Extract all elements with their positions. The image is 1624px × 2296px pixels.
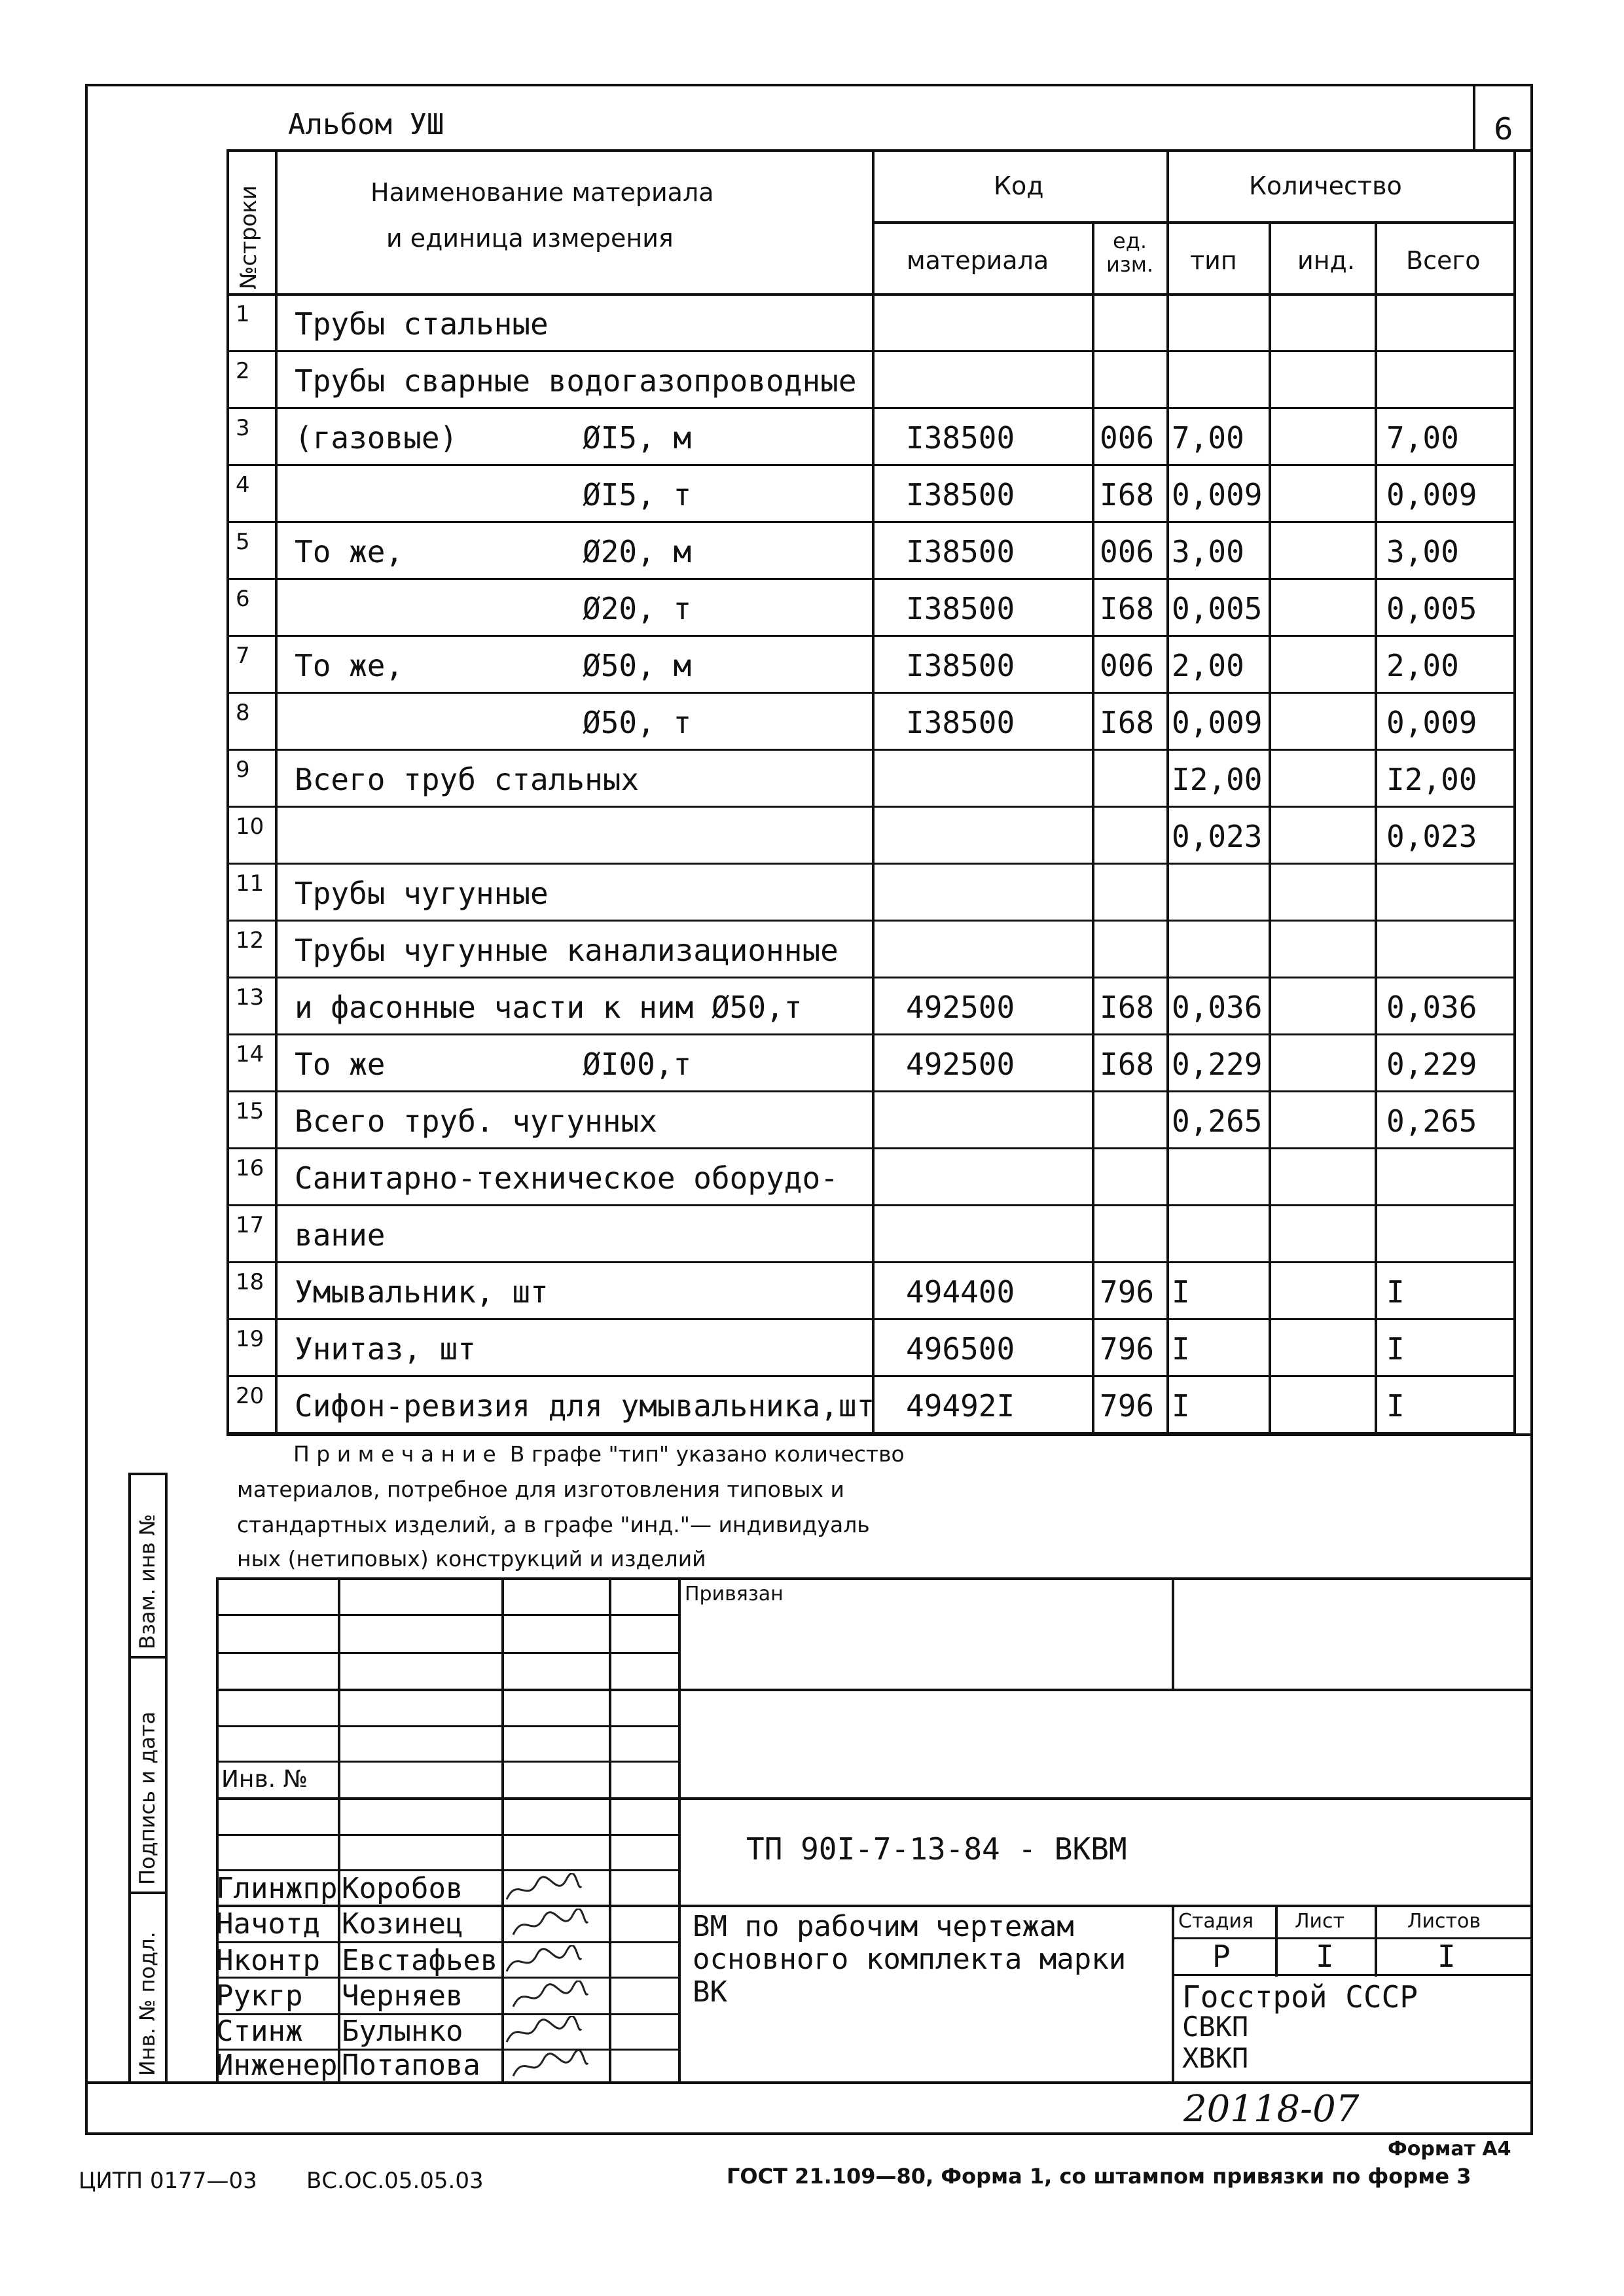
col-line-6 — [1375, 221, 1377, 1433]
org-line-1: Госстрой СССР — [1182, 1979, 1418, 2015]
row-name: вание — [295, 1217, 386, 1253]
signature-scribble — [511, 2050, 589, 2085]
table-top — [226, 149, 1533, 152]
signer-name: Евстафьев — [342, 1944, 498, 1977]
row-number: 1 — [236, 301, 250, 327]
signature-scribble — [504, 1945, 583, 1981]
row-number: 14 — [236, 1041, 264, 1067]
stamp-v6 — [1172, 1905, 1174, 2081]
row-unit: 006 — [1100, 648, 1155, 683]
row-line — [226, 1204, 1516, 1206]
note-line-2: материалов, потребное для изготовления типовых и — [237, 1477, 844, 1502]
signature-scribble — [504, 2016, 583, 2051]
header-code-unit: ед. изм. — [1106, 228, 1154, 277]
row-line — [226, 806, 1516, 808]
title-line-3: ВК — [693, 1975, 727, 2009]
row-name: Трубы стальные — [295, 306, 549, 342]
row-number: 12 — [236, 927, 264, 954]
row-qty-type: 7,00 — [1172, 420, 1244, 456]
row-qty-total: I — [1386, 1274, 1405, 1310]
sheets-value: I — [1437, 1939, 1456, 1974]
row-name-dia: Ø50, м — [583, 648, 692, 683]
row-number: 5 — [236, 529, 250, 555]
row-name: Унитаз, шт — [295, 1331, 476, 1367]
row-qty-total: 0,229 — [1386, 1047, 1477, 1082]
signer-role: Инженер — [216, 2049, 338, 2082]
row-qty-total: 2,00 — [1386, 648, 1459, 683]
header-q-ind: инд. — [1297, 246, 1355, 275]
row-code: 494400 — [906, 1274, 1015, 1310]
sheet-no-divider — [1473, 84, 1475, 149]
stamp-h-stage2 — [1172, 1974, 1533, 1976]
stage-label: Стадия — [1178, 1910, 1254, 1933]
side-strip-div2 — [128, 1892, 168, 1894]
row-code: I38500 — [906, 648, 1015, 683]
signer-role: Рукгр — [216, 1979, 303, 2013]
row-line — [226, 977, 1516, 978]
header-row-no: №строки — [236, 185, 262, 289]
row-qty-total: I — [1386, 1331, 1405, 1367]
row-code: I38500 — [906, 477, 1015, 512]
row-name: Санитарно-техническое оборудо- — [295, 1160, 839, 1196]
stamp-v3 — [609, 1577, 611, 2081]
note-top — [226, 1433, 1533, 1436]
row-name: Сифон-ревизия для умывальника,шт — [295, 1388, 875, 1424]
col-line-2 — [872, 149, 875, 1433]
row-qty-type: 0,036 — [1172, 990, 1263, 1025]
row-number: 7 — [236, 643, 250, 669]
stamp-h6 — [216, 1797, 1533, 1800]
stamp-v5 — [1172, 1577, 1174, 1689]
row-qty-total: I — [1386, 1388, 1405, 1424]
sheet-value: I — [1316, 1939, 1334, 1974]
row-number: 4 — [236, 472, 250, 498]
col-line-7 — [1513, 149, 1516, 1433]
org-line-2: СВКП — [1182, 2011, 1249, 2043]
signature-scribble — [504, 1873, 583, 1909]
row-line — [226, 407, 1516, 409]
row-number: 8 — [236, 700, 250, 726]
signature-scribble — [511, 1981, 589, 2016]
row-code: 492500 — [906, 990, 1015, 1025]
row-number: 10 — [236, 814, 264, 840]
col-line-0 — [226, 149, 229, 1433]
signer-name: Коробов — [342, 1872, 463, 1905]
signer-role: Начотд — [216, 1907, 320, 1941]
stamp-v8 — [1375, 1905, 1377, 1977]
row-qty-total: 3,00 — [1386, 534, 1459, 569]
row-number: 15 — [236, 1098, 264, 1124]
row-unit: 796 — [1100, 1274, 1155, 1310]
sheets-label: Листов — [1407, 1910, 1481, 1933]
row-qty-total: 0,036 — [1386, 990, 1477, 1025]
row-unit: 796 — [1100, 1388, 1155, 1424]
row-qty-total: 0,009 — [1386, 477, 1477, 512]
row-line — [226, 578, 1516, 580]
row-line — [226, 749, 1516, 751]
footer-right: ГОСТ 21.109—80, Форма 1, со штампом привязки по форме 3 — [727, 2164, 1471, 2189]
row-unit: I68 — [1100, 591, 1155, 626]
row-number: 18 — [236, 1269, 264, 1295]
side-vzam: Взам. инв № — [135, 1513, 160, 1649]
row-qty-type: 0,265 — [1172, 1103, 1263, 1139]
row-name: То же, — [295, 534, 404, 569]
side-strip-top — [128, 1473, 168, 1475]
row-name: Всего труб стальных — [295, 762, 640, 797]
footer-left-1: ЦИТП 0177—03 — [79, 2168, 257, 2194]
header-sub-line — [872, 221, 1516, 224]
frame-left — [85, 84, 88, 2132]
row-qty-type: 0,229 — [1172, 1047, 1263, 1082]
signer-name: Козинец — [342, 1907, 463, 1941]
header-q-type: тип — [1190, 246, 1237, 275]
row-line — [226, 1375, 1516, 1377]
row-line — [226, 464, 1516, 466]
header-name-1: Наименование материала — [370, 178, 714, 207]
row-qty-total: 7,00 — [1386, 420, 1459, 456]
side-strip-left — [128, 1473, 131, 2081]
row-qty-total: 0,265 — [1386, 1103, 1477, 1139]
row-name: Трубы чугунные — [295, 876, 549, 911]
row-qty-total: 0,005 — [1386, 591, 1477, 626]
row-name-dia: ØI5, т — [583, 477, 692, 512]
row-name-dia: ØI5, м — [583, 420, 692, 456]
album-title: Альбом УШ — [288, 108, 444, 141]
row-code: I38500 — [906, 420, 1015, 456]
row-name-dia: Ø20, м — [583, 534, 692, 569]
row-code: 496500 — [906, 1331, 1015, 1367]
signer-name: Булынко — [342, 2015, 463, 2048]
side-strip-right — [165, 1473, 168, 2081]
row-name: и фасонные части к ним Ø50,т — [295, 990, 803, 1025]
row-name: То же — [295, 1047, 386, 1082]
sheet-label: Лист — [1295, 1910, 1345, 1933]
format-label: Формат А4 — [1388, 2138, 1511, 2161]
row-number: 20 — [236, 1383, 264, 1409]
row-name: Трубы чугунные канализационные — [295, 933, 839, 968]
note-line-3: стандартных изделий, а в графе "инд."— индивидуаль — [237, 1512, 870, 1537]
row-line — [226, 863, 1516, 865]
row-qty-type: 0,009 — [1172, 477, 1263, 512]
row-name-dia: ØI00,т — [583, 1047, 692, 1082]
row-unit: I68 — [1100, 477, 1155, 512]
col-line-5 — [1269, 221, 1271, 1433]
signer-name: Черняев — [342, 1979, 463, 2013]
row-line — [226, 1147, 1516, 1149]
row-line — [226, 521, 1516, 523]
row-line — [226, 635, 1516, 637]
row-number: 9 — [236, 757, 250, 783]
row-name-dia: Ø50, т — [583, 705, 692, 740]
privyazan-label: Привязан — [685, 1583, 784, 1605]
row-name: То же, — [295, 648, 404, 683]
header-code-material: материала — [907, 246, 1049, 275]
stage-value: Р — [1212, 1939, 1231, 1974]
header-code: Код — [994, 171, 1044, 200]
inv-no-label: Инв. № — [221, 1766, 308, 1793]
frame-top — [85, 84, 1533, 86]
row-number: 19 — [236, 1326, 264, 1352]
row-name: Умывальник, шт — [295, 1274, 549, 1310]
header-bottom — [226, 293, 1516, 296]
row-qty-type: 0,005 — [1172, 591, 1263, 626]
row-number: 17 — [236, 1212, 264, 1238]
signer-role: Нконтр — [216, 1944, 320, 1977]
row-qty-type: 0,023 — [1172, 819, 1263, 854]
row-qty-type: 2,00 — [1172, 648, 1244, 683]
row-qty-total: 0,009 — [1386, 705, 1477, 740]
stamp-h3 — [216, 1689, 1533, 1691]
note-line-1: П р и м е ч а н и е В графе "тип" указано количество — [293, 1441, 905, 1467]
handwritten-number: 20118-07 — [1183, 2088, 1360, 2130]
row-qty-total: 0,023 — [1386, 819, 1477, 854]
row-unit: I68 — [1100, 705, 1155, 740]
side-strip-div1 — [128, 1656, 168, 1659]
title-line-2: основного комплекта марки — [693, 1943, 1127, 1976]
row-code: I38500 — [906, 705, 1015, 740]
title-line-1: ВМ по рабочим чертежам — [693, 1910, 1074, 1943]
row-name: Всего труб. чугунных — [295, 1103, 657, 1139]
note-line-4: ных (нетиповых) конструкций и изделий — [237, 1546, 706, 1571]
sheet-number: 6 — [1494, 111, 1513, 147]
row-unit: I68 — [1100, 990, 1155, 1025]
row-number: 11 — [236, 870, 264, 897]
col-line-4 — [1166, 149, 1169, 1433]
frame-right — [1530, 84, 1533, 2132]
row-code: 492500 — [906, 1047, 1015, 1082]
side-inv: Инв. № подл. — [135, 1931, 160, 2076]
row-qty-type: I2,00 — [1172, 762, 1263, 797]
header-quantity: Количество — [1249, 171, 1402, 200]
row-line — [226, 1318, 1516, 1320]
row-name-dia: Ø20, т — [583, 591, 692, 626]
org-line-3: ХВКП — [1182, 2042, 1249, 2074]
col-line-1 — [275, 149, 278, 1433]
stamp-v7 — [1275, 1905, 1278, 1977]
row-qty-type: I — [1172, 1388, 1190, 1424]
row-line — [226, 692, 1516, 694]
row-qty-type: I — [1172, 1274, 1190, 1310]
row-code: I38500 — [906, 591, 1015, 626]
side-podpis: Подпись и дата — [135, 1711, 160, 1885]
row-line — [226, 1033, 1516, 1035]
row-number: 6 — [236, 586, 250, 612]
row-number: 3 — [236, 415, 250, 441]
row-qty-total: I2,00 — [1386, 762, 1477, 797]
row-code: I38500 — [906, 534, 1015, 569]
row-number: 16 — [236, 1155, 264, 1181]
row-unit: I68 — [1100, 1047, 1155, 1082]
stamp-v2 — [501, 1577, 504, 2081]
row-qty-type: 0,009 — [1172, 705, 1263, 740]
row-qty-type: 3,00 — [1172, 534, 1244, 569]
row-number: 2 — [236, 358, 250, 384]
document-code: ТП 90I-7-13-84 - ВКВМ — [746, 1831, 1127, 1867]
row-unit: 006 — [1100, 420, 1155, 456]
row-unit: 796 — [1100, 1331, 1155, 1367]
header-name-2: и единица измерения — [386, 224, 674, 253]
row-code: 49492I — [906, 1388, 1015, 1424]
row-unit: 006 — [1100, 534, 1155, 569]
row-line — [226, 1090, 1516, 1092]
signer-role: Глинжпр — [216, 1872, 338, 1905]
col-line-3 — [1092, 221, 1094, 1433]
row-line — [226, 920, 1516, 922]
row-number: 13 — [236, 984, 264, 1011]
signer-name: Потапова — [342, 2049, 480, 2082]
header-q-total: Всего — [1406, 246, 1481, 275]
row-name: (газовые) — [295, 420, 458, 456]
stamp-v4 — [678, 1577, 681, 2081]
signer-role: Стинж — [216, 2015, 303, 2048]
stamp-v1 — [338, 1577, 340, 2081]
footer-left-2: ВС.ОС.05.05.03 — [306, 2168, 484, 2194]
row-qty-type: I — [1172, 1331, 1190, 1367]
row-line — [226, 350, 1516, 352]
frame-bottom — [85, 2132, 1533, 2135]
signature-scribble — [511, 1909, 589, 1944]
row-line — [226, 1261, 1516, 1263]
stamp-h0 — [216, 1577, 1533, 1580]
row-name: Трубы сварные водогазопроводные — [295, 363, 857, 399]
